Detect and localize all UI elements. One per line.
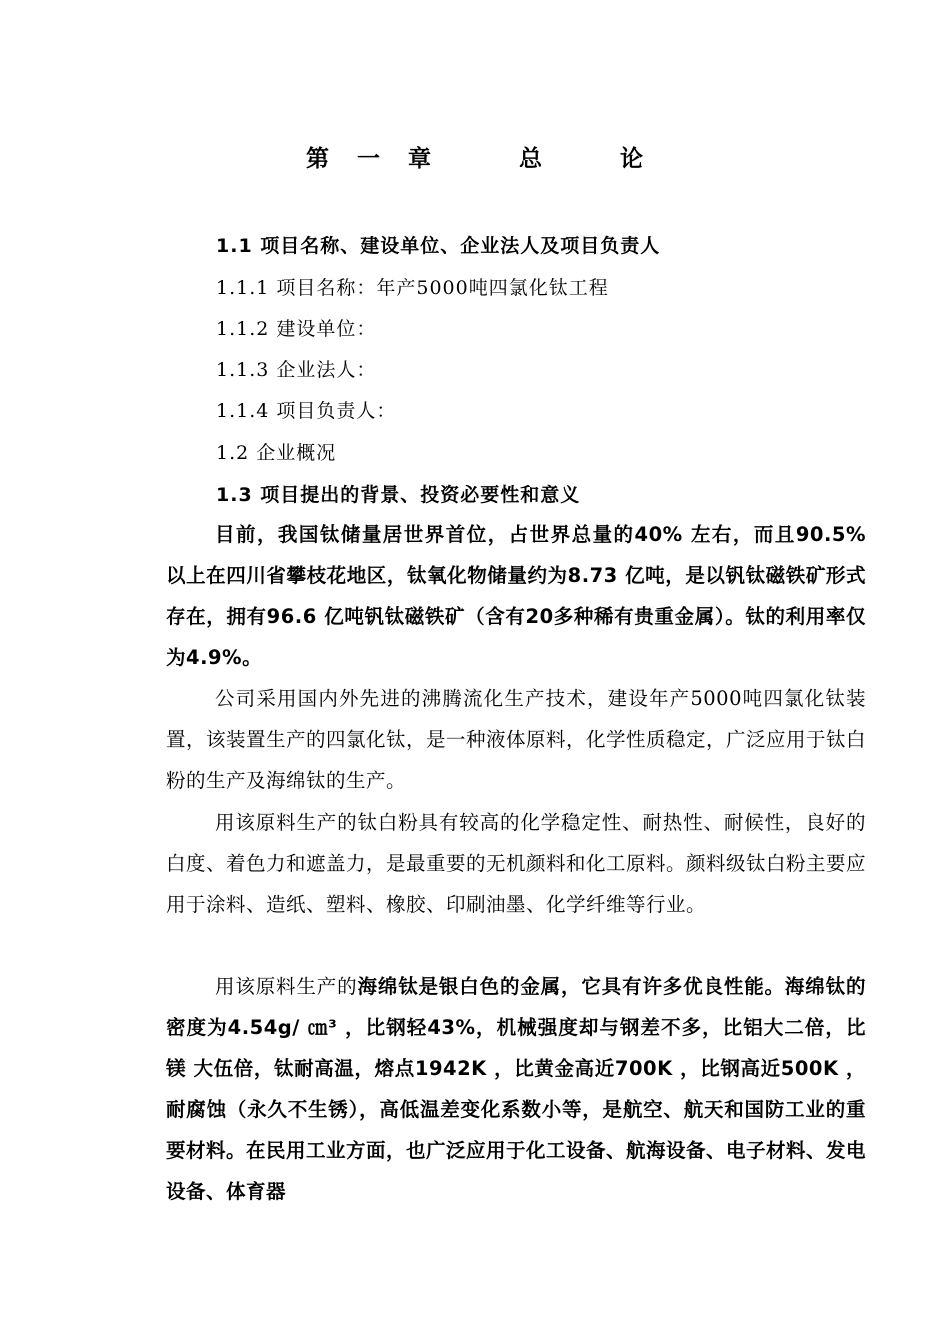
paragraph-company-tech: 公司采用国内外先进的沸腾流化生产技术，建设年产5000吨四氯化钛装置，该装置生产的四氯化钛，是一种液体原料，化学性质稳定，广泛应用于钛白粉的生产及海绵钛的生产。 <box>166 687 867 792</box>
chapter-title-part: 章 <box>408 146 432 172</box>
chapter-title-part: 论 <box>620 146 645 172</box>
subsection-1-1-2: 1.1.2 建设单位： <box>216 318 377 340</box>
chapter-title-part: 一 <box>356 146 381 172</box>
subsection-1-1-1: 1.1.1 项目名称：年产5000吨四氯化钛工程 <box>216 277 609 299</box>
paragraph-sponge-intro: 用该原料生产的 <box>215 975 358 998</box>
section-heading-1-2: 1.2 企业概况 <box>216 442 337 464</box>
paragraph-sponge-body: 海绵钛是银白色的金属，它具有许多优良性能。海绵钛的密度为4.54g/ ㎝³ ，比钢轻43%，机械强度却与钢差不多，比铝大二倍，比镁 大伍倍，钛耐高温，熔点1942K ，比黄金高近700K ，比钢高近500K ，耐腐蚀（永久不生锈），高低温差变化系数小等，是航空、航天和国防工业的重要材料。在民用工业方面，也广泛应用于化工设备、航海设备、电子材料、发电设备、体育器 <box>166 975 867 1203</box>
paragraph-sponge-titanium <box>166 966 866 1212</box>
paragraph-titanium-dioxide: 用该原料生产的钛白粉具有较高的化学稳定性、耐热性、耐候性，良好的白度、着色力和遮盖力，是最重要的无机颜料和化工原料。颜料级钛白粉主要应用于涂料、造纸、塑料、橡胶、印刷油墨、化学纤维等行业。 <box>166 811 867 916</box>
subsection-1-1-4: 1.1.4 项目负责人： <box>216 400 397 422</box>
subsection-1-1-3: 1.1.3 企业法人： <box>216 359 377 381</box>
section-heading-1-3: 1.3 项目提出的背景、投资必要性和意义 <box>216 484 581 506</box>
section-heading-1-1: 1.1 项目名称、建设单位、企业法人及项目负责人 <box>216 235 661 257</box>
chapter-title-part: 第 <box>305 146 330 172</box>
paragraph-reserves: 目前，我国钛储量居世界首位，占世界总量的40% 左右，而且90.5% 以上在四川省攀枝花地区，钛氧化物储量约为8.73 亿吨，是以钒钛磁铁矿形式存在，拥有96.6 亿吨钒钛磁铁矿（含有20多种稀有贵重金属）。钛的利用率仅为4.9%。 <box>166 523 866 669</box>
chapter-title <box>0 140 950 173</box>
chapter-title-part: 总 <box>519 146 544 172</box>
